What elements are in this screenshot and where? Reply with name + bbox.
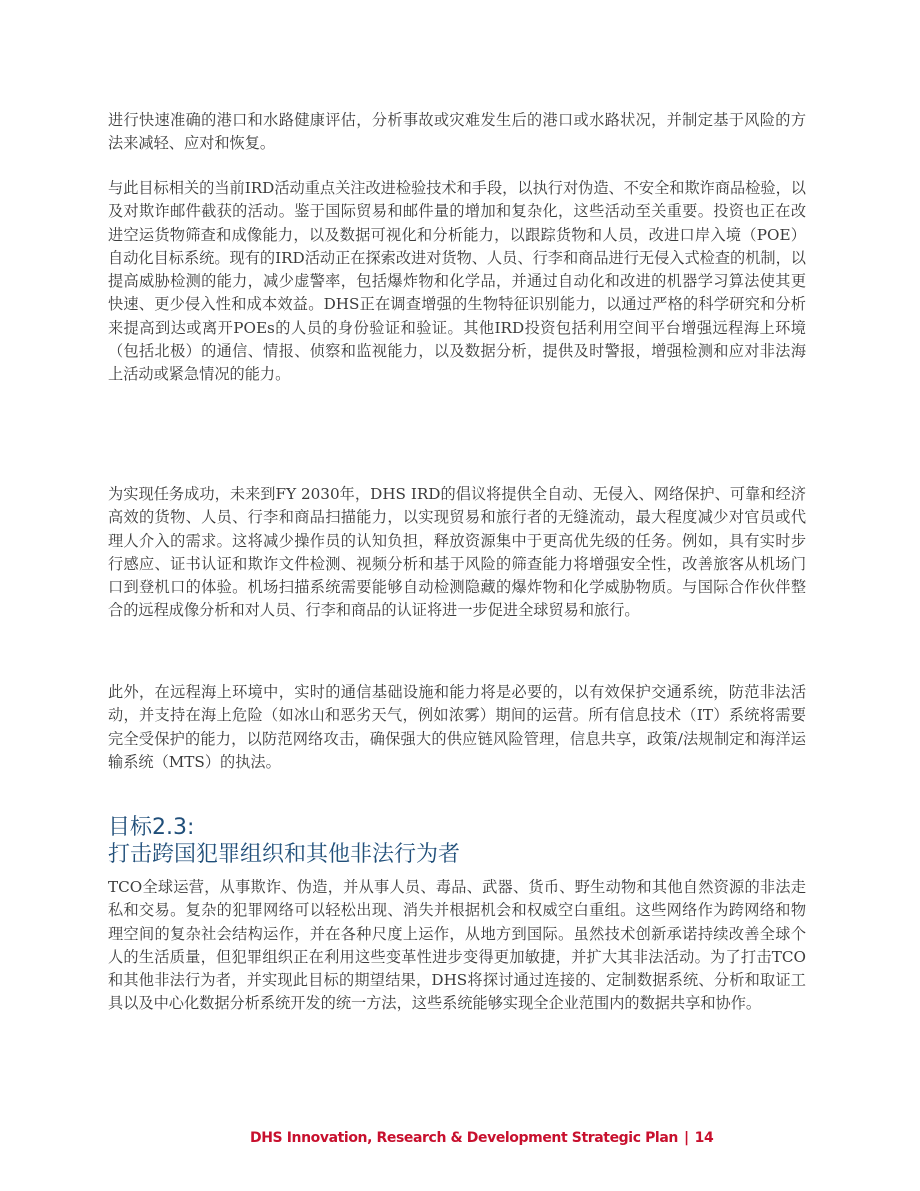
body-paragraph: 与此目标相关的当前IRD活动重点关注改进检验技术和手段，以执行对伪造、不安全和欺诈商品检验，以及对欺诈邮件截获的活动。鉴于国际贸易和邮件量的增加和复杂化，这些活动至关重要。投资也正在改进空运货物筛查和成像能力，以及数据可视化和分析能力，以跟踪货物和人员，改进口岸入境（POE）自动化目标系统。现有的IRD活动正在探索改进对货物、人员、行李和商品进行无侵入式检查的机制，以提高威胁检测的能力，减少虚警率，包括爆炸物和化学品，并通过自动化和改进的机器学习算法使其更快速、更少侵入性和成本效益。DHS正在调查增强的生物特征识别能力，以通过严格的科学研究和分析来提高到达或离开POEs的人员的身份验证和验证。其他IRD投资包括利用空间平台增强远程海上环境（包括北极）的通信、情报、侦察和监视能力，以及数据分析，提供及时警报，增强检测和应对非法海上活动或紧急情况的能力。 xyxy=(108,179,806,384)
section-heading-number: 目标2.3: xyxy=(108,815,195,840)
body-paragraph: 为实现任务成功，未来到FY 2030年，DHS IRD的倡议将提供全自动、无侵入、网络保护、可靠和经济高效的货物、人员、行李和商品扫描能力，以实现贸易和旅行者的无缝流动，最大程度减少对官员或代理人介入的需求。这将减少操作员的认知负担，释放资源集中于更高优先级的任务。例如，具有实时步行感应、证书认证和欺诈文件检测、视频分析和基于风险的筛查能力将增强安全性，改善旅客从机场门口到登机口的体验。机场扫描系统需要能够自动检测隐藏的爆炸物和化学威胁物质。与国际合作伙伴整合的远程成像分析和对人员、行李和商品的认证将进一步促进全球贸易和旅行。 xyxy=(108,485,806,620)
body-paragraph: 进行快速准确的港口和水路健康评估，分析事故或灾难发生后的港口或水路状况，并制定基于风险的方法来减轻、应对和恢复。 xyxy=(108,111,806,153)
body-paragraph: TCO全球运营，从事欺诈、伪造，并从事人员、毒品、武器、货币、野生动物和其他自然资源的非法走私和交易。复杂的犯罪网络可以轻松出现、消失并根据机会和权威空白重组。这些网络作为跨网络和物理空间的复杂社会结构运作，并在各种尺度上运作，从地方到国际。虽然技术创新承诺持续改善全球个人的生活质量，但犯罪组织正在利用这些变革性进步变得更加敏捷，并扩大其非法活动。为了打击TCO和其他非法行为者，并实现此目标的期望结果，DHS将探讨通过连接的、定制数据系统、分析和取证工具以及中心化数据分析系统开发的统一方法，这些系统能够实现全企业范围内的数据共享和协作。 xyxy=(108,878,806,1013)
section-heading-title: 打击跨国犯罪组织和其他非法行为者 xyxy=(108,842,461,867)
footer-title: DHS Innovation, Research & Development Strategic Plan xyxy=(250,1130,678,1146)
page-footer xyxy=(250,1130,714,1146)
body-paragraph: 此外，在远程海上环境中，实时的通信基础设施和能力将是必要的，以有效保护交通系统，防范非法活动，并支持在海上危险（如冰山和恶劣天气，例如浓雾）期间的运营。所有信息技术（IT）系统将需要完全受保护的能力，以防范网络攻击，确保强大的供应链风险管理，信息共享，政策/法规制定和海洋运输系统（MTS）的执法。 xyxy=(108,683,806,771)
footer-separator: | xyxy=(683,1130,689,1146)
page-number: 14 xyxy=(694,1130,714,1146)
section-heading xyxy=(108,814,808,868)
